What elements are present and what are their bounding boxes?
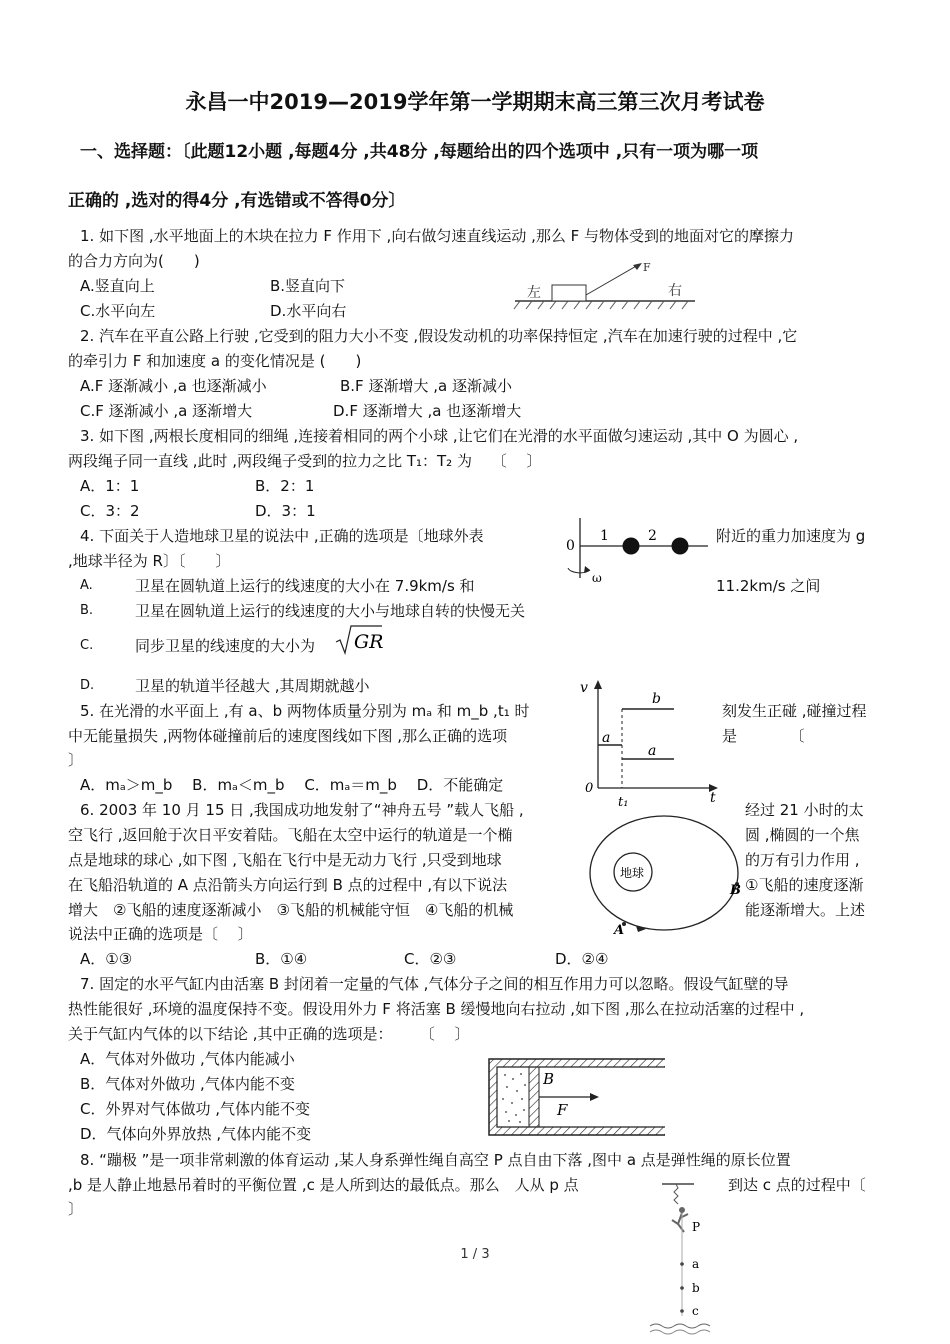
q4-sqrt-formula xyxy=(334,622,384,656)
q7-fig-b: B xyxy=(543,1070,555,1088)
q4-option-a-tail: 11.2km/s 之间 xyxy=(716,577,821,595)
q5-line1b: 刻发生正碰 ,碰撞过程 xyxy=(722,702,867,720)
q5-line3: 〕 xyxy=(68,751,84,769)
q6-fig-earth: 地球 xyxy=(620,866,645,880)
q4-option-b-label: B. xyxy=(80,603,94,618)
q2-line1: 2. 汽车在平直公路上行驶 ,它受到的阻力大小不变 ,假设发动机的功率保持恒定 ,汽车在加速行驶的过程中 ,它 xyxy=(80,327,798,345)
q4-option-a-label: A. xyxy=(80,578,93,593)
q6-line4a: 在飞船沿轨道的 A 点沿箭头方向运行到 B 点的过程中 ,有以下说法 xyxy=(68,876,508,894)
q8-line3: 〕 xyxy=(68,1200,84,1218)
q6-figure xyxy=(586,808,746,938)
q6-line6: 说法中正确的选项是〔 〕 xyxy=(68,925,253,943)
q3-option-c: C．3：2 xyxy=(80,502,140,520)
q6-option-a: A．①③ xyxy=(80,950,133,968)
q5-options: A．mₐ＞m_b B．mₐ＜m_b C．mₐ＝m_b D．不能确定 xyxy=(80,776,504,794)
q6-line2a: 空飞行 ,返回舱于次日平安着陆。飞船在太空中运行的轨道是一个椭 xyxy=(68,826,513,844)
q2-line2: 的牵引力 F 和加速度 a 的变化情况是 ( ) xyxy=(68,352,362,370)
q7-option-a: A．气体对外做功 ,气体内能减小 xyxy=(80,1050,295,1068)
q5-fig-v: v xyxy=(580,680,588,696)
q6-line4b: ①飞船的速度逐渐 xyxy=(745,876,864,894)
q5-fig-origin: 0 xyxy=(585,781,594,796)
q6-option-c: C．②③ xyxy=(404,950,457,968)
q6-line3b: 的万有引力作用 , xyxy=(745,851,860,869)
q8-fig-c: c xyxy=(692,1304,699,1318)
q1-line1: 1. 如下图 ,水平地面上的木块在拉力 F 作用下 ,向右做匀速直线运动 ,那么 F 与物体受到的地面对它的摩擦力 xyxy=(80,227,795,245)
q2-option-d: D.F 逐渐增大 ,a 也逐渐增大 xyxy=(333,402,522,420)
q2-option-c: C.F 逐渐减小 ,a 逐渐增大 xyxy=(80,402,253,420)
q6-option-d: D．②④ xyxy=(555,950,609,968)
q6-fig-b: B xyxy=(730,883,741,898)
q8-fig-p: P xyxy=(692,1220,701,1234)
page-number: 1 / 3 xyxy=(460,1247,490,1262)
q6-line5a: 增大 ②飞船的速度逐渐减小 ③飞船的机械能守恒 ④飞船的机械 xyxy=(68,901,514,919)
q8-line1: 8. “蹦极 ”是一项非常刺激的体育运动 ,某人身系弹性绳自高空 P 点自由下落 ,图中 a 点是弹性绳的原长位置 xyxy=(80,1151,791,1169)
q5-line2b: 是 〔 xyxy=(722,727,805,745)
q4-line1a: 4. 下面关于人造地球卫星的说法中 ,正确的选项是〔地球外表 xyxy=(80,527,484,545)
q4-line2: ,地球半径为 R〕〔 〕 xyxy=(68,552,231,570)
q3-option-a: A．1：1 xyxy=(80,477,140,495)
q7-line1: 7. 固定的水平气缸内由活塞 B 封闭着一定量的气体 ,气体分子之间的相互作用力可以忽略。假设气缸壁的导 xyxy=(80,975,789,993)
q6-fig-a: A xyxy=(614,923,625,938)
q5-fig-b: b xyxy=(652,691,661,707)
q1-fig-right: 右 xyxy=(668,283,682,299)
q1-fig-force: F xyxy=(643,261,651,274)
q3-figure xyxy=(560,518,710,590)
q3-fig-2: 2 xyxy=(648,528,657,544)
q5-fig-t: t xyxy=(710,790,716,806)
q3-option-d: D．3：1 xyxy=(255,502,316,520)
q1-line2: 的合力方向为( ) xyxy=(68,252,200,270)
q4-option-c-text: 同步卫星的线速度的大小为 xyxy=(135,637,316,655)
q8-fig-b: b xyxy=(692,1281,700,1295)
q4-formula-gr: GR xyxy=(354,631,384,653)
q6-option-b: B．①④ xyxy=(255,950,308,968)
q3-line2: 两段绳子同一直线 ,此时 ,两段绳子受到的拉力之比 T₁：T₂ 为 〔 〕 xyxy=(68,452,542,470)
page-title: 永昌一中2019—2019学年第一学期期末高三第三次月考试卷 xyxy=(185,90,765,114)
q6-line1b: 经过 21 小时的太 xyxy=(745,801,864,819)
q4-line1b: 附近的重力加速度为 g xyxy=(716,527,866,545)
q6-line2b: 圆 ,椭圆的一个焦 xyxy=(745,826,860,844)
q2-option-a: A.F 逐渐减小 ,a 也逐渐减小 xyxy=(80,377,267,395)
q1-option-d: D.水平向右 xyxy=(270,302,347,320)
q5-fig-a-right: a xyxy=(648,743,657,759)
q8-line2b: 到达 c 点的过程中〔 xyxy=(728,1176,866,1194)
q5-line1a: 5. 在光滑的水平面上 ,有 a、b 两物体质量分别为 mₐ 和 m_b ,t₁ 时 xyxy=(80,702,530,720)
q4-option-d-text: 卫星的轨道半径越大 ,其周期就越小 xyxy=(135,677,370,695)
q8-fig-a: a xyxy=(692,1257,700,1271)
q5-line2a: 中无能量损失 ,两物体碰撞前后的速度图线如下图 ,那么正确的选项 xyxy=(68,727,508,745)
q8-line2a: ,b 是人静止地悬吊着时的平衡位置 ,c 是人所到达的最低点。那么 人从 p 点 xyxy=(68,1176,579,1194)
q6-line3a: 点是地球的球心 ,如下图 ,飞船在飞行中是无动力飞行 ,只受到地球 xyxy=(68,851,502,869)
q1-option-a: A.竖直向上 xyxy=(80,277,155,295)
q7-figure xyxy=(487,1057,667,1137)
q5-figure xyxy=(582,680,722,810)
q5-fig-t1: t₁ xyxy=(618,795,629,810)
q2-option-b: B.F 逐渐增大 ,a 逐渐减小 xyxy=(340,377,512,395)
q4-option-b-text: 卫星在圆轨道上运行的线速度的大小与地球自转的快慢无关 xyxy=(135,602,526,620)
q6-line1a: 6. 2003 年 10 月 15 日 ,我国成功地发射了“神舟五号 ”载人飞船 , xyxy=(80,801,524,819)
q7-option-c: C．外界对气体做功 ,气体内能不变 xyxy=(80,1100,311,1118)
section-heading-line2: 正确的 ,选对的得4分 ,有选错或不答得0分〕 xyxy=(68,191,406,211)
q3-fig-1: 1 xyxy=(600,528,609,544)
q3-fig-o: 0 xyxy=(566,538,575,554)
q7-fig-f: F xyxy=(557,1101,568,1119)
q3-line1: 3. 如下图 ,两根长度相同的细绳 ,连接着相同的两个小球 ,让它们在光滑的水平面做匀速运动 ,其中 O 为圆心 , xyxy=(80,427,799,445)
q7-line2: 热性能很好 ,环境的温度保持不变。假设用外力 F 将活塞 B 缓慢地向右拉动 ,如下图 ,那么在拉动活塞的过程中 , xyxy=(68,1000,805,1018)
q3-option-b: B．2：1 xyxy=(255,477,315,495)
q1-fig-left: 左 xyxy=(527,285,541,301)
q1-option-c: C.水平向左 xyxy=(80,302,156,320)
section-heading-line1: 一、选择题：〔此题12小题 ,每题4分 ,共48分 ,每题给出的四个选项中 ,只有一项为哪一项 xyxy=(80,142,759,162)
q7-option-b: B．气体对外做功 ,气体内能不变 xyxy=(80,1075,295,1093)
q1-figure xyxy=(510,255,700,315)
q5-fig-a-left: a xyxy=(602,730,611,746)
q4-option-d-label: D. xyxy=(80,678,95,693)
q1-option-b: B.竖直向下 xyxy=(270,277,346,295)
q3-fig-omega: ω xyxy=(592,571,602,585)
q7-option-d: D．气体向外界放热 ,气体内能不变 xyxy=(80,1125,312,1143)
q7-line3: 关于气缸内气体的以下结论 ,其中正确的选项是： 〔 〕 xyxy=(68,1025,470,1043)
q6-line5b: 能逐渐增大。上述 xyxy=(745,901,866,919)
q4-option-a-text: 卫星在圆轨道上运行的线速度的大小在 7.9km/s 和 xyxy=(135,577,475,595)
q4-option-c-label: C. xyxy=(80,638,94,653)
